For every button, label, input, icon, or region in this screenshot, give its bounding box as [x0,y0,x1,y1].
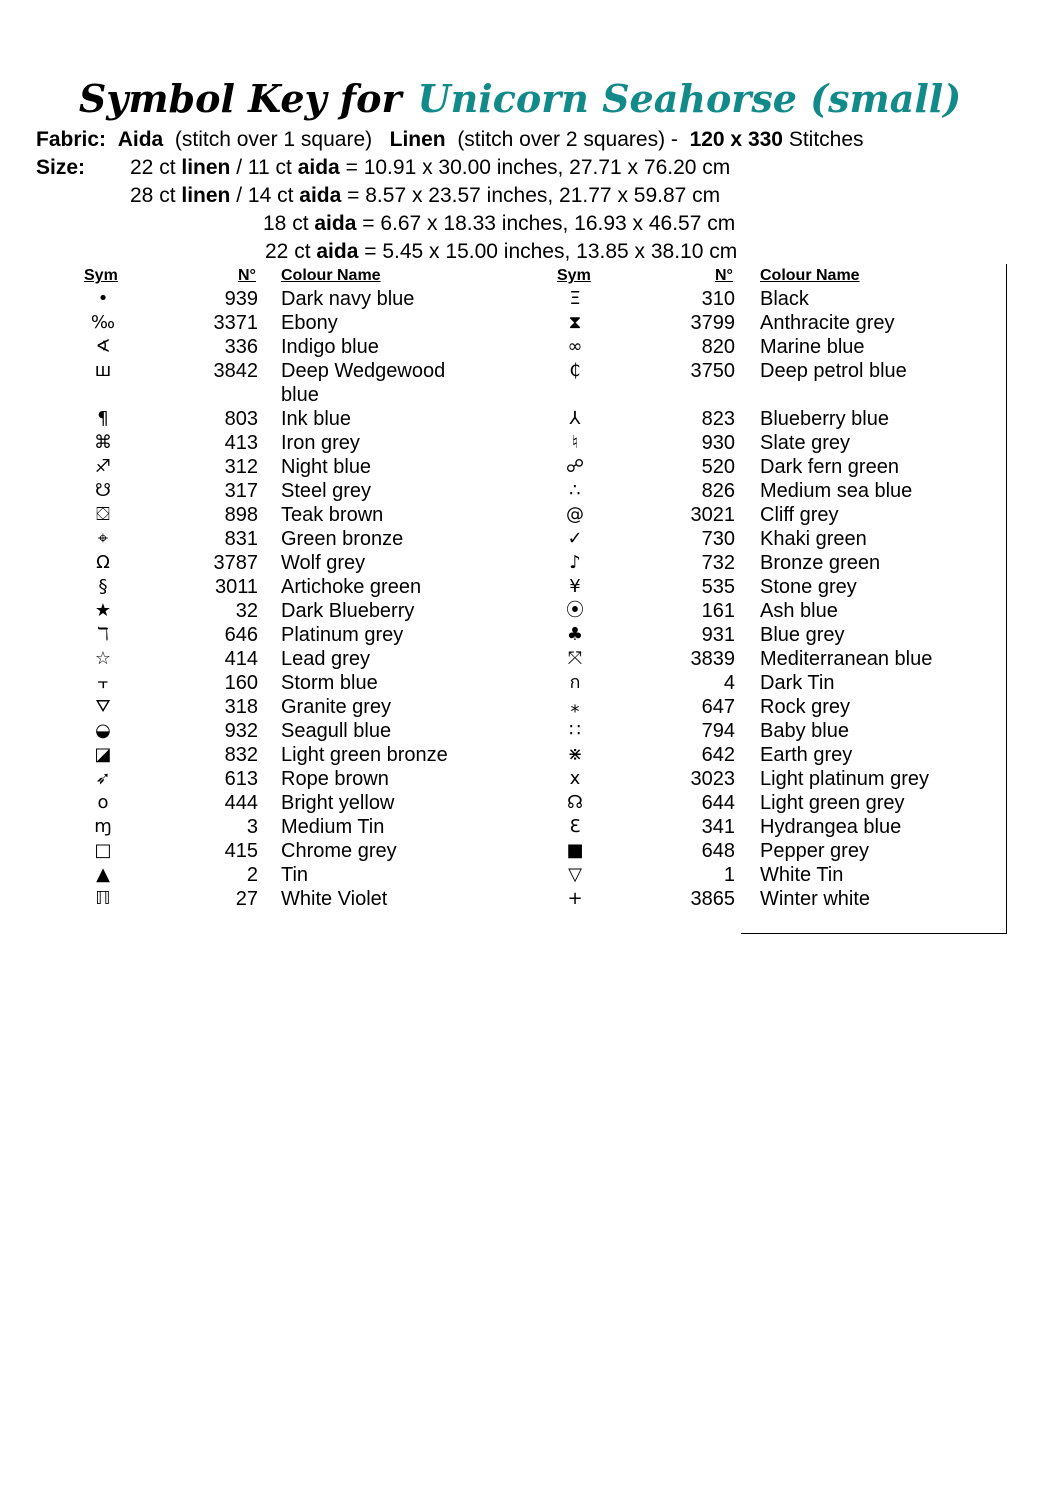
size-label: Size: [36,156,86,179]
left-colour-name: Storm blue [281,672,378,694]
left-colour-number: 444 [224,792,258,814]
left-symbol-icon: ◒ [95,720,111,741]
size-line-3-pre: 18 ct [263,212,309,235]
left-colour-number: 413 [224,432,258,454]
table-row [0,527,1060,551]
right-symbol-icon: ⅄ [569,408,581,429]
table-row [0,359,1060,407]
page-title [0,76,1040,121]
right-colour-number: 732 [701,552,735,574]
left-symbol-icon: ☋ [95,480,111,501]
left-symbol-icon: Ω [96,552,110,573]
left-symbol-icon: ∢ [95,336,111,357]
left-symbol-icon: ➶ [95,768,111,789]
left-colour-number: 898 [224,504,258,526]
size-line-1-pre: 22 ct [130,156,176,179]
table-row [0,503,1060,527]
right-symbol-icon: ¥ [569,576,581,597]
right-symbol-icon: ✓ [567,528,583,549]
left-colour-number: 2 [246,864,258,886]
left-symbol-icon: ⛋ [96,504,110,525]
left-colour-name: Ink blue [281,408,352,430]
fabric-label: Fabric: [36,128,107,151]
right-symbol-icon: ก [569,672,581,693]
right-colour-name: Ash blue [760,600,838,622]
table-row [0,743,1060,767]
right-colour-number: 931 [701,624,735,646]
table-right-border [1006,264,1007,934]
left-colour-name: Rope brown [281,768,389,790]
size-line-2-pre: 28 ct [130,184,176,207]
right-colour-name: Dark Tin [760,672,835,694]
right-colour-number: 520 [701,456,735,478]
right-colour-number: 3023 [690,768,735,790]
size-line-2-linen: linen [181,184,231,207]
table-row [0,767,1060,791]
table-row [0,887,1060,911]
left-symbol-icon: o [97,792,109,813]
left-colour-number: 27 [235,888,258,910]
left-colour-name: Bright yellow [281,792,395,814]
right-symbol-icon: ♮ [571,432,579,453]
size-line-2 [130,183,720,209]
header-name-right: Colour Name [760,267,860,284]
left-symbol-icon: □ [94,840,112,861]
right-colour-name: Light platinum grey [760,768,929,790]
left-colour-name: Wolf grey [281,552,366,574]
right-symbol-icon: ■ [566,840,584,861]
left-colour-name: Seagull blue [281,720,392,742]
right-colour-number: 642 [701,744,735,766]
left-symbol-icon: ⫟ [97,672,109,693]
left-colour-number: 414 [224,648,258,670]
left-symbol-icon: ℸ [97,624,109,645]
right-symbol-icon: ⁎ [570,696,580,717]
left-colour-number: 336 [224,336,258,358]
right-colour-name: Cliff grey [760,504,839,526]
left-symbol-icon: ⌖ [97,528,109,549]
left-colour-name: Tin [281,864,309,886]
right-symbol-icon: ∷ [569,720,581,741]
left-colour-name: Teak brown [281,504,384,526]
size-line-4-pre: 22 ct [265,240,311,263]
right-symbol-icon: ▽ [568,864,582,885]
right-colour-number: 823 [701,408,735,430]
left-colour-number: 939 [224,288,258,310]
size-line-1-aida: aida [297,156,340,179]
right-colour-number: 647 [701,696,735,718]
table-row [0,791,1060,815]
right-symbol-icon: ₵ [569,360,581,381]
right-symbol-icon: ⤧ [567,648,583,669]
right-colour-name: Light green grey [760,792,905,814]
left-colour-number: 318 [224,696,258,718]
size-line-4-dims: = 5.45 x 15.00 inches, 13.85 x 38.10 cm [364,240,738,263]
right-colour-number: 930 [701,432,735,454]
right-colour-name: Marine blue [760,336,865,358]
right-colour-name: Bronze green [760,552,881,574]
stitch-word: Stitches [788,128,864,151]
size-line-4 [265,239,737,265]
table-row [0,695,1060,719]
left-colour-number: 3371 [213,312,258,334]
left-colour-name: Chrome grey [281,840,397,862]
size-line-4-aida: aida [316,240,359,263]
right-colour-number: 341 [701,816,735,838]
right-colour-number: 161 [701,600,735,622]
right-colour-name: Dark fern green [760,456,899,478]
left-symbol-icon: § [98,576,108,597]
header-sym-left: Sym [84,267,118,284]
right-colour-number: 794 [701,720,735,742]
left-symbol-icon: ‰ [90,312,116,333]
right-colour-name: Pepper grey [760,840,869,862]
size-line-3 [263,211,735,237]
size-line-1-mid: / 11 ct [236,156,292,179]
table-row [0,599,1060,623]
left-symbol-icon: ★ [94,600,112,621]
size-line-2-aida: aida [299,184,342,207]
right-symbol-icon: Ξ [569,288,581,309]
right-colour-name: Mediterranean blue [760,648,933,670]
table-row [0,287,1060,311]
right-symbol-icon: x [569,768,581,789]
left-colour-number: 803 [224,408,258,430]
left-colour-name: Dark Blueberry [281,600,415,622]
right-colour-number: 648 [701,840,735,862]
left-colour-number: 3787 [213,552,258,574]
size-line-2-mid: / 14 ct [236,184,294,207]
size-line-1 [130,155,730,181]
table-row [0,311,1060,335]
stitch-count: 120 x 330 [689,128,783,151]
right-symbol-icon: ☊ [567,792,583,813]
left-colour-name: Platinum grey [281,624,404,646]
size-line-3-dims: = 6.67 x 18.33 inches, 16.93 x 46.57 cm [362,212,736,235]
right-colour-name: Anthracite grey [760,312,895,334]
table-row [0,479,1060,503]
symbol-key-table [0,287,1060,911]
left-colour-name: White Violet [281,888,388,910]
right-symbol-icon: ⦿ [566,600,584,621]
right-colour-number: 644 [701,792,735,814]
left-symbol-icon: • [97,288,109,309]
table-row [0,719,1060,743]
left-symbol-icon: ◪ [94,744,112,765]
left-colour-name: Lead grey [281,648,370,670]
table-row [0,623,1060,647]
right-colour-name: Deep petrol blue [760,360,907,382]
right-symbol-icon: ⋇ [567,744,583,765]
table-row [0,551,1060,575]
right-symbol-icon: @ [566,504,584,525]
right-symbol-icon: ☍ [565,456,585,477]
table-row [0,863,1060,887]
left-colour-number: 160 [224,672,258,694]
right-colour-number: 4 [723,672,735,694]
left-symbol-icon: ☆ [94,648,112,669]
left-colour-number: 831 [224,528,258,550]
left-symbol-icon: ℿ [95,888,111,909]
right-colour-name: Medium sea blue [760,480,913,502]
right-colour-name: Hydrangea blue [760,816,902,838]
right-colour-name: Stone grey [760,576,857,598]
table-row [0,431,1060,455]
left-colour-name: Iron grey [281,432,360,454]
size-line-1-dims: = 10.91 x 30.00 inches, 27.71 x 76.20 cm [345,156,731,179]
right-colour-number: 535 [701,576,735,598]
left-colour-name: Steel grey [281,480,372,502]
right-colour-name: Baby blue [760,720,849,742]
table-row [0,647,1060,671]
left-symbol-icon: ɱ [94,816,112,837]
right-colour-name: Khaki green [760,528,867,550]
right-colour-number: 820 [701,336,735,358]
left-colour-name: Light green bronze [281,744,448,766]
left-colour-number: 3 [246,816,258,838]
table-bottom-border [741,933,1007,934]
fabric-linen: Linen [389,128,446,151]
right-symbol-icon: ∴ [569,480,581,501]
title-prefix: Symbol Key for [78,76,402,121]
size-line-1-linen: linen [181,156,231,179]
right-symbol-icon: Ɛ [569,816,581,837]
table-row [0,455,1060,479]
table-row [0,815,1060,839]
right-colour-number: 3865 [690,888,735,910]
left-colour-name: Ebony [281,312,338,334]
fabric-aida-note: (stitch over 1 square) [174,128,373,151]
left-colour-name: Indigo blue [281,336,379,358]
size-label-line [36,155,85,181]
left-colour-name: Deep Wedgewood blue [281,360,446,406]
left-colour-name: Medium Tin [281,816,385,838]
header-sym-right: Sym [557,267,591,284]
left-symbol-icon: ♐ [94,456,112,477]
right-colour-name: Earth grey [760,744,853,766]
header-name-left: Colour Name [281,267,381,284]
right-symbol-icon: + [567,888,583,909]
left-colour-name: Dark navy blue [281,288,415,310]
size-line-2-dims: = 8.57 x 23.57 inches, 21.77 x 59.87 cm [347,184,721,207]
header-num-right: N° [715,267,733,284]
size-line-3-aida: aida [314,212,357,235]
left-colour-number: 415 [224,840,258,862]
right-colour-name: Blueberry blue [760,408,889,430]
table-row [0,839,1060,863]
left-colour-name: Night blue [281,456,372,478]
left-colour-number: 317 [224,480,258,502]
right-colour-name: Blue grey [760,624,845,646]
right-colour-number: 3839 [690,648,735,670]
left-colour-name: Granite grey [281,696,392,718]
table-row [0,575,1060,599]
left-colour-number: 312 [224,456,258,478]
right-colour-number: 3750 [690,360,735,382]
right-colour-name: Black [760,288,809,310]
right-symbol-icon: ♪ [569,552,581,573]
left-colour-number: 3842 [213,360,258,382]
right-colour-number: 1 [723,864,735,886]
right-colour-name: Slate grey [760,432,851,454]
fabric-aida: Aida [117,128,164,151]
left-colour-number: 613 [224,768,258,790]
right-colour-number: 310 [701,288,735,310]
left-colour-number: 646 [224,624,258,646]
right-colour-number: 3799 [690,312,735,334]
left-colour-name: Green bronze [281,528,404,550]
right-colour-name: Rock grey [760,696,851,718]
right-symbol-icon: ∞ [567,336,583,357]
table-row [0,407,1060,431]
left-colour-number: 3011 [214,576,258,598]
right-symbol-icon: ♣ [566,624,584,645]
right-colour-name: White Tin [760,864,844,886]
right-colour-number: 730 [701,528,735,550]
pattern-name: Unicorn Seahorse (small) [417,76,962,121]
header-num-left: N° [238,267,256,284]
left-symbol-icon: ш [94,360,112,381]
left-symbol-icon: ¶ [97,408,109,429]
left-symbol-icon: ⌘ [94,432,112,453]
right-colour-number: 826 [701,480,735,502]
table-row [0,671,1060,695]
right-symbol-icon: ⧗ [568,312,582,333]
left-symbol-icon: ⛛ [95,696,111,717]
right-colour-number: 3021 [690,504,735,526]
left-colour-number: 32 [235,600,258,622]
left-colour-name: Artichoke green [281,576,422,598]
table-row [0,335,1060,359]
fabric-line [36,127,864,153]
fabric-linen-note: (stitch over 2 squares) - [457,128,678,151]
left-colour-number: 932 [224,720,258,742]
left-symbol-icon: ▲ [96,864,110,885]
left-colour-number: 832 [224,744,258,766]
right-colour-name: Winter white [760,888,871,910]
